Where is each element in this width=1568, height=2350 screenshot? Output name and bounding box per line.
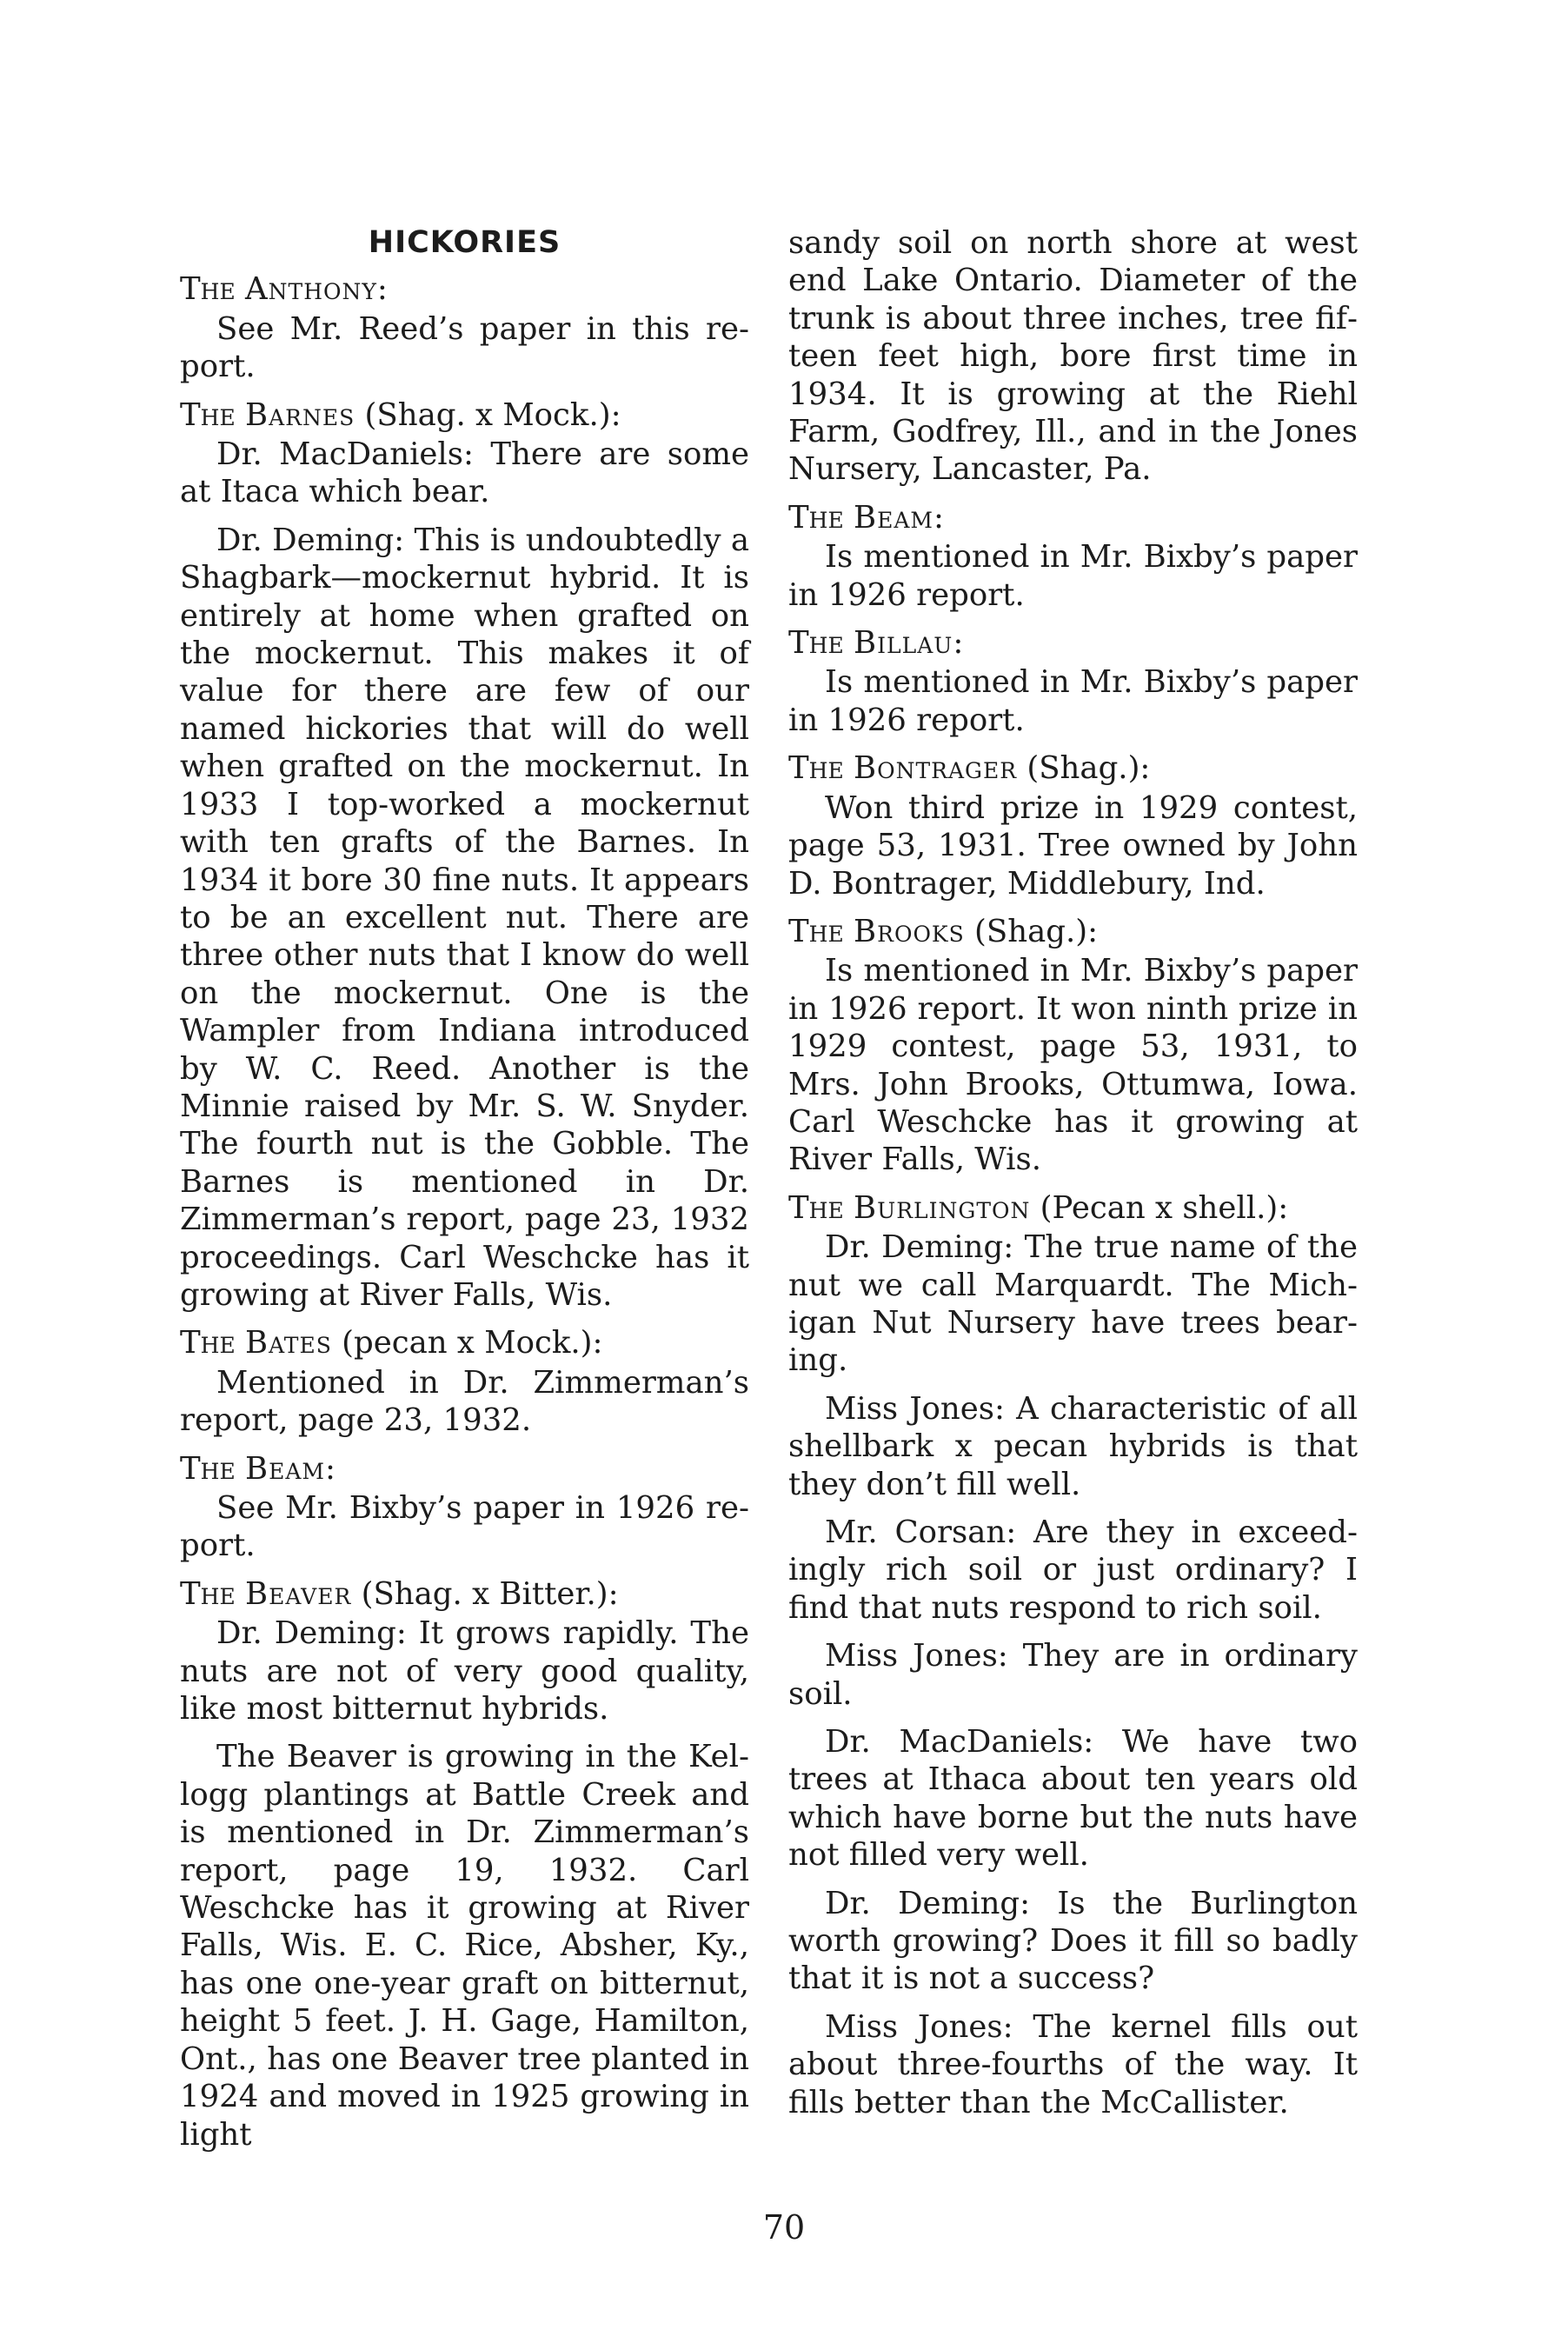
entry-title <box>180 1450 749 1488</box>
paragraph: Is mentioned in Mr. Bixby’s paper in 1926 report. <box>788 539 1358 613</box>
entry-title-article: The <box>180 1575 236 1612</box>
entry-title-suffix: (Shag. x Bitter.): <box>351 1575 619 1612</box>
entry-title-article: The <box>788 499 844 536</box>
paragraph: See Mr. Bixby’s paper in 1926 report. <box>180 1490 749 1564</box>
entry-title-name: Bates <box>245 1325 332 1361</box>
entry-title-name: Billau <box>854 625 953 662</box>
left-column-content <box>180 270 749 2154</box>
entry-title <box>788 913 1358 950</box>
paragraph: Won third prize in 1929 contest, page 53, 1931. Tree owned by John D. Bontrager, Middlebury, Ind. <box>788 789 1358 902</box>
entry-title-name: Beaver <box>245 1575 352 1612</box>
section-heading: HICKORIES <box>368 225 561 260</box>
entry-title <box>788 499 1358 536</box>
entry-title-name: Beam <box>245 1450 326 1487</box>
paragraph: Dr. Deming: It grows rapidly. The nuts are not of very good quality, like most bitternut hybrids. <box>180 1615 749 1728</box>
entry-title-article: The <box>180 1325 236 1361</box>
entry-title-name: Barnes <box>245 396 355 433</box>
entry-title-suffix: : <box>325 1450 336 1487</box>
paragraph: Dr. Deming: Is the Burlington worth growing? Does it fill so badly that it is not a success? <box>788 1885 1358 1997</box>
paragraph: Dr. Deming: The true name of the nut we call Marquardt. The Michigan Nut Nursery have trees bearing. <box>788 1229 1358 1379</box>
entry-title-article: The <box>788 750 844 787</box>
entry-title-suffix: (Shag.): <box>964 913 1099 949</box>
entry-title <box>788 1189 1358 1227</box>
paragraph: Is mentioned in Mr. Bixby’s paper in 1926 report. <box>788 664 1358 738</box>
entry-title-article: The <box>788 1189 844 1226</box>
paragraph: Dr. Deming: This is undoubtedly a Shagbark—mockernut hybrid. It is entirely at home when grafted on the mockernut. This makes it of value for there are few of our named hickories that will do well when grafted on the mockernut. In 1933 I top-worked a mockernut with ten grafts of the Barnes. In 1934 it bore 30 fine nuts. It appears to be an excellent nut. There are three other nuts that I know do well on the mockernut. One is the Wampler from Indiana introduced by W. C. Reed. Another is the Minnie raised by Mr. S. W. Snyder. The fourth nut is the Gobble. The Barnes is mentioned in Dr. Zimmerman’s report, page 23, 1932 proceedings. Carl Weschcke has it growing at River Falls, Wis. <box>180 522 749 1313</box>
right-column-content <box>788 224 1358 2121</box>
paragraph: Miss Jones: The kernel fills out about three-fourths of the way. It fills better than the McCallister. <box>788 2008 1358 2120</box>
continued-paragraph: sandy soil on north shore at west end Lake Ontario. Diameter of the trunk is about three inches, tree fifteen feet high, bore first time in 1934. It is growing at the Riehl Farm, Godfrey, Ill., and in the Jones Nursery, Lancaster, Pa. <box>788 225 1358 488</box>
paragraph: Mentioned in Dr. Zimmerman’s report, page 23, 1932. <box>180 1364 749 1439</box>
entry-title-name: Bontrager <box>854 750 1018 787</box>
entry-title <box>180 1575 749 1613</box>
paragraph: Dr. MacDaniels: There are some at Itaca which bear. <box>180 436 749 510</box>
entry-title-name: Burlington <box>854 1189 1031 1226</box>
entry-title-article: The <box>180 396 236 433</box>
entry-title <box>180 1324 749 1361</box>
paragraph: Miss Jones: They are in ordinary soil. <box>788 1638 1358 1712</box>
entry-title <box>788 624 1358 662</box>
paragraph: Dr. MacDaniels: We have two trees at Ithaca about ten years old which have borne but the nuts have not filled very well. <box>788 1724 1358 1874</box>
page-number: 70 <box>762 2208 806 2247</box>
paragraph: Is mentioned in Mr. Bixby’s paper in 1926 report. It won ninth prize in 1929 contest, page 53, 1931, to Mrs. John Brooks, Ottumwa, Iowa. Carl Weschcke has it growing at River Falls, Wis. <box>788 953 1358 1178</box>
entry-title-suffix: : <box>953 625 964 662</box>
paragraph: The Beaver is growing in the Kellogg plantings at Battle Creek and is mentioned in Dr. Zimmerman’s report, page 19, 1932. Carl Weschcke has it growing at River Falls, Wis. E. C. Rice, Absher, Ky., has one one-year graft on bitternut, height 5 feet. J. H. Gage, Hamilton, Ont., has one Beaver tree planted in 1924 and moved in 1925 growing in light <box>180 1739 749 2153</box>
entry-title-suffix: : <box>933 499 944 536</box>
entry-title <box>180 396 749 434</box>
right-column <box>788 224 1358 2132</box>
entry-title <box>788 749 1358 787</box>
entry-title-article: The <box>788 625 844 662</box>
entry-title-suffix: (Pecan x shell.): <box>1030 1189 1289 1226</box>
entry-title-name: Brooks <box>854 913 965 949</box>
entry-title <box>180 270 749 308</box>
entry-title-suffix: : <box>376 271 388 308</box>
entry-title-article: The <box>180 271 236 308</box>
entry-title-name: Anthony <box>245 271 377 308</box>
entry-title-article: The <box>180 1450 236 1487</box>
entry-title-suffix: (pecan x Mock.): <box>331 1325 603 1361</box>
paragraph: See Mr. Reed’s paper in this report. <box>180 310 749 385</box>
paragraph: Miss Jones: A characteristic of all shellbark x pecan hybrids is that they don’t fill well. <box>788 1390 1358 1502</box>
entry-title-suffix: (Shag.): <box>1017 750 1151 787</box>
entry-title-article: The <box>788 913 844 949</box>
entry-title-suffix: (Shag. x Mock.): <box>355 396 621 433</box>
left-column <box>180 224 749 2164</box>
entry-title-name: Beam <box>854 499 934 536</box>
paragraph: Mr. Corsan: Are they in exceedingly rich soil or just ordinary? I find that nuts respond to rich soil. <box>788 1515 1358 1626</box>
